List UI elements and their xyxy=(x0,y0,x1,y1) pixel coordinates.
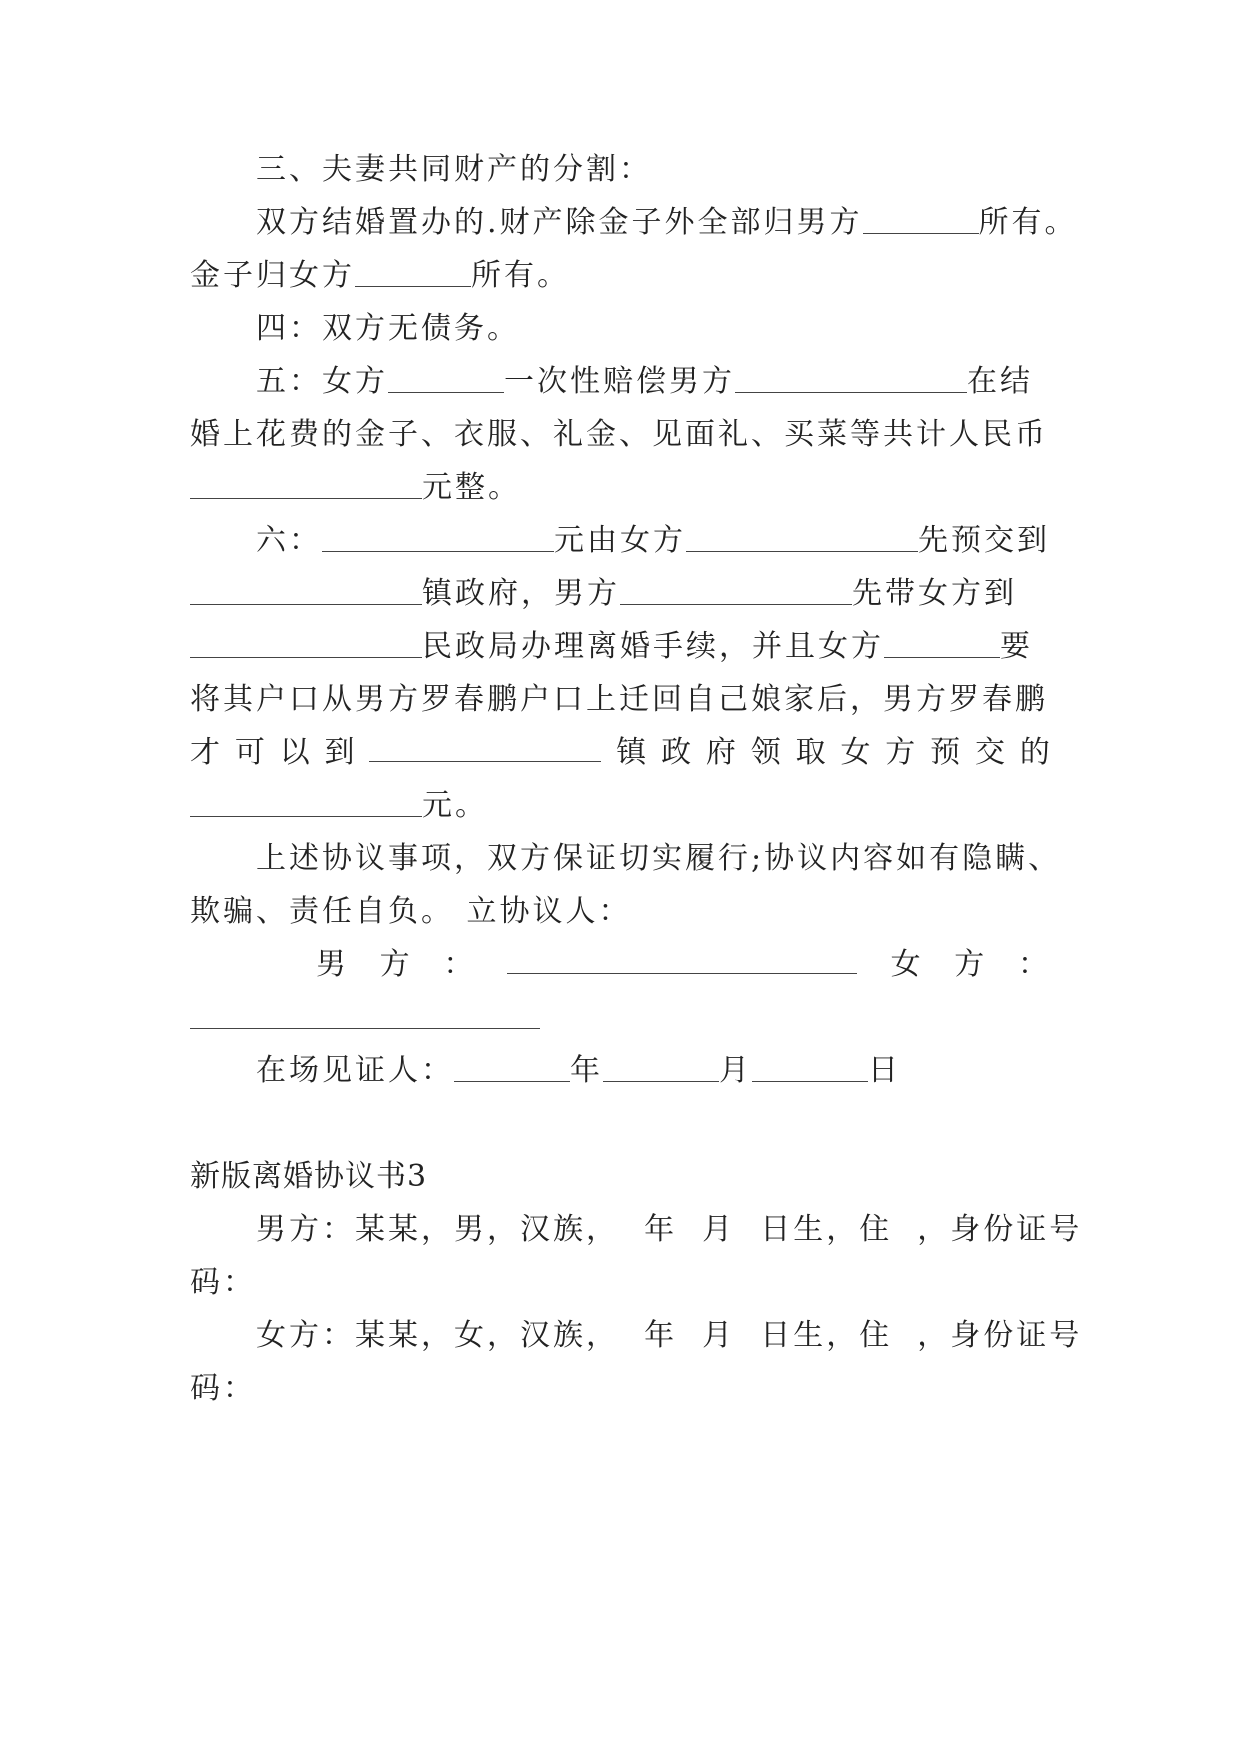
closing-line1: 上述协议事项，双方保证切实履行;协议内容如有隐瞒、 xyxy=(256,841,1062,876)
section3-property-line xyxy=(256,203,1136,243)
section5-line1 xyxy=(256,362,1136,402)
blank-underline xyxy=(369,733,601,762)
text-segment: 一次性赔偿男方 xyxy=(504,364,735,399)
text-segment: 双方结婚置办的.财产除金子外全部归男方 xyxy=(256,205,863,240)
female-label-char: 女 xyxy=(890,947,921,982)
signature-line xyxy=(316,945,1048,985)
blank-underline xyxy=(454,1053,570,1082)
char: 交 xyxy=(974,735,1005,770)
male-label-char: ： xyxy=(443,947,474,982)
doc3-female-code: 码： xyxy=(190,1371,256,1406)
text-segment: 五：女方 xyxy=(256,364,388,399)
female-signature-blank xyxy=(190,1000,540,1029)
section6-line6 xyxy=(190,786,1070,826)
blank-underline xyxy=(355,258,471,287)
section6-line2 xyxy=(190,574,1070,614)
char: 女 xyxy=(840,735,871,770)
char: 政 xyxy=(661,735,692,770)
section4-text: 四：双方无债务。 xyxy=(256,311,520,346)
section6-line3 xyxy=(190,627,1070,667)
blank-underline xyxy=(190,629,422,658)
day-label: 日 xyxy=(868,1053,901,1088)
doc3-female-line: 女方：某某，女，汉族， 年 月 日生，住 ，身份证号 xyxy=(256,1318,1083,1353)
section3-gold-line xyxy=(190,256,1070,296)
female-signature-line xyxy=(190,998,1070,1038)
blank-underline xyxy=(190,470,422,499)
text-segment: 在结 xyxy=(967,364,1033,399)
blank-underline xyxy=(603,1053,719,1082)
blank-underline xyxy=(752,1053,868,1082)
male-signature-blank xyxy=(507,945,857,974)
text-segment: 元由女方 xyxy=(554,523,686,558)
text-segment: 元。 xyxy=(422,788,488,823)
section6-line5 xyxy=(190,733,1050,773)
male-label-char: 方 xyxy=(379,947,410,982)
blank-underline xyxy=(190,576,422,605)
female-label-char: 方 xyxy=(954,947,985,982)
doc3-title: 新版离婚协议书3 xyxy=(190,1159,428,1194)
section3-heading: 三、夫妻共同财产的分割： xyxy=(256,152,652,187)
text-segment: 先预交到 xyxy=(918,523,1050,558)
char: 府 xyxy=(705,735,736,770)
month-label: 月 xyxy=(719,1053,752,1088)
male-label-char: 男 xyxy=(316,947,346,982)
blank-underline xyxy=(863,205,979,234)
text-segment: 要 xyxy=(1000,629,1033,664)
blank-underline xyxy=(322,523,554,552)
text-segment: 所有。 xyxy=(471,258,570,293)
blank-underline xyxy=(620,576,852,605)
female-label-char: ： xyxy=(1017,947,1048,982)
blank-underline xyxy=(735,364,967,393)
section5-line3 xyxy=(190,468,1070,508)
char: 取 xyxy=(795,735,826,770)
blank-underline xyxy=(190,788,422,817)
text-segment: 所有。 xyxy=(978,205,1078,240)
year-label: 年 xyxy=(570,1053,603,1088)
witness-date-line xyxy=(256,1051,1136,1091)
char: 领 xyxy=(750,735,781,770)
section5-line2: 婚上花费的金子、衣服、礼金、见面礼、买菜等共计人民币 xyxy=(190,417,1048,452)
text-segment: 元整。 xyxy=(422,470,521,505)
closing-line2: 欺骗、责任自负。 立协议人： xyxy=(190,894,632,929)
char: 预 xyxy=(930,735,961,770)
blank-underline xyxy=(884,629,1000,658)
doc3-male-code: 码： xyxy=(190,1265,256,1300)
text-segment: 六： xyxy=(256,523,322,558)
char: 以 xyxy=(279,735,310,770)
text-segment: 镇政府，男方 xyxy=(422,576,620,611)
char: 的 xyxy=(1019,735,1050,770)
blank-underline xyxy=(388,364,504,393)
char: 方 xyxy=(885,735,916,770)
char: 可 xyxy=(234,735,265,770)
text-segment: 金子归女方 xyxy=(190,258,355,293)
char: 到 xyxy=(324,735,355,770)
text-segment: 先带女方到 xyxy=(852,576,1017,611)
witness-label: 在场见证人： xyxy=(256,1053,454,1088)
char: 才 xyxy=(190,735,220,770)
section6-line4: 将其户口从男方罗春鹏户口上迁回自己娘家后，男方罗春鹏 xyxy=(190,682,1048,717)
blank-underline xyxy=(686,523,918,552)
char: 镇 xyxy=(616,735,647,770)
section6-line1 xyxy=(256,521,1136,561)
text-segment: 民政局办理离婚手续，并且女方 xyxy=(422,629,884,664)
doc3-male-line: 男方：某某，男，汉族， 年 月 日生，住 ，身份证号 xyxy=(256,1212,1083,1247)
